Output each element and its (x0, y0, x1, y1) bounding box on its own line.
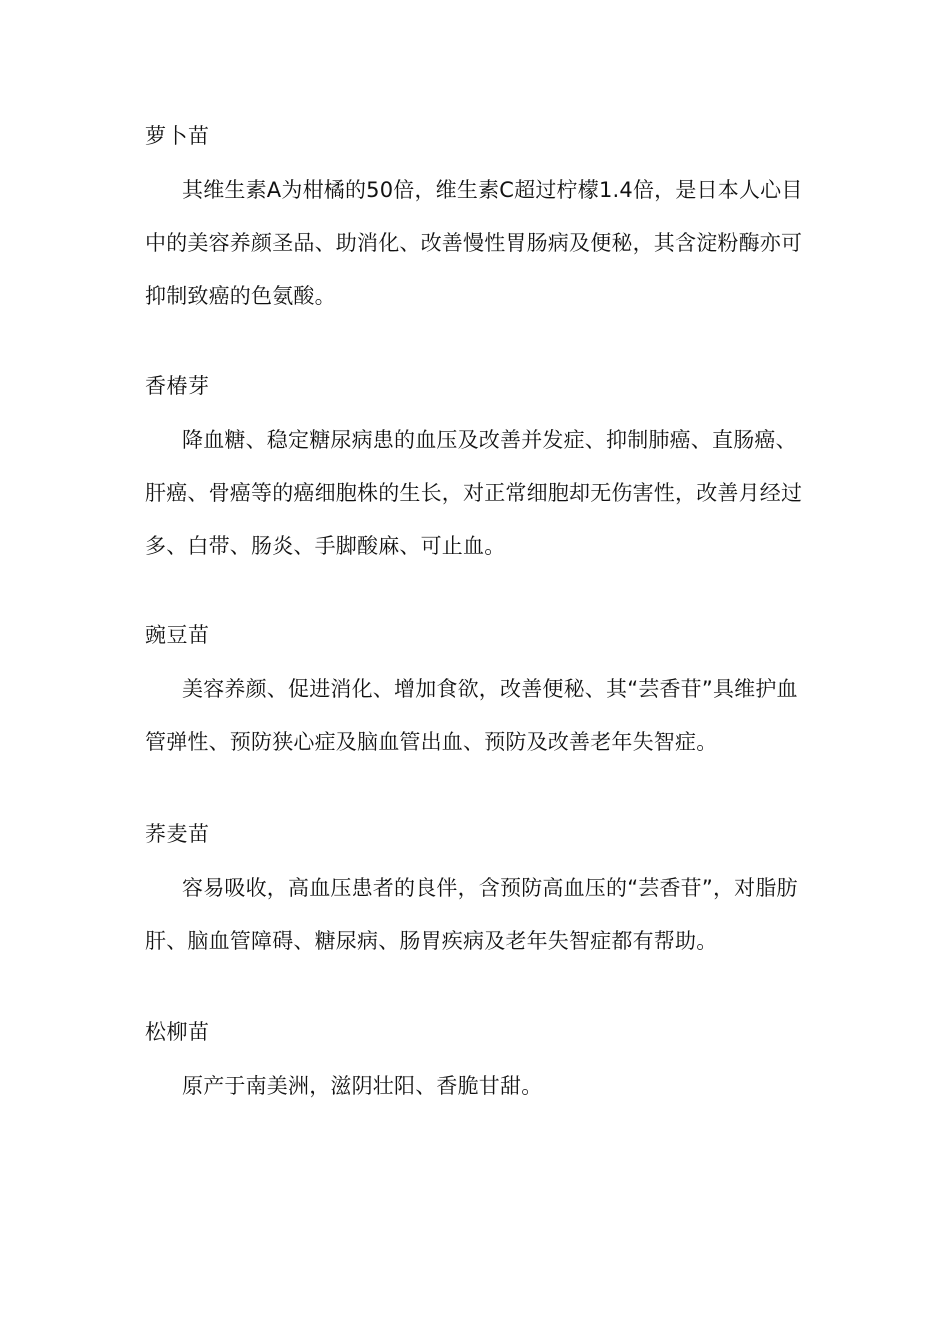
entry-radish-sprout (145, 122, 810, 323)
entry-pea-sprout (145, 621, 810, 769)
entry-buckwheat-sprout (145, 820, 810, 968)
entry-title: 香椿芽 (145, 374, 210, 398)
entry-body: 容易吸收，高血压患者的良伴，含预防高血压的“芸香苷”，对脂肪肝、脑血管障碍、糖尿病、肠胃疾病及老年失智症都有帮助。 (145, 876, 798, 953)
entry-title: 萝卜苗 (145, 124, 210, 148)
entry-body: 降血糖、稳定糖尿病患的血压及改善并发症、抑制肺癌、直肠癌、肝癌、骨癌等的癌细胞株的生长，对正常细胞却无伤害性，改善月经过多、白带、肠炎、手脚酸麻、可止血。 (145, 428, 803, 558)
entry-title: 荞麦苗 (145, 822, 210, 846)
entry-title: 豌豆苗 (145, 623, 210, 647)
entry-songliu-sprout (145, 1018, 810, 1113)
entry-toona-sprout (145, 372, 810, 573)
entry-body: 美容养颜、促进消化、增加食欲，改善便秘、其“芸香苷”具维护血管弹性、预防狭心症及脑血管出血、预防及改善老年失智症。 (145, 677, 798, 754)
entry-body: 原产于南美洲，滋阴壮阳、香脆甘甜。 (182, 1074, 543, 1098)
entry-body: 其维生素A为柑橘的50倍，维生素C超过柠檬1.4倍，是日本人心目中的美容养颜圣品、助消化、改善慢性胃肠病及便秘，其含淀粉酶亦可抑制致癌的色氨酸。 (145, 178, 803, 308)
entry-title: 松柳苗 (145, 1020, 210, 1044)
